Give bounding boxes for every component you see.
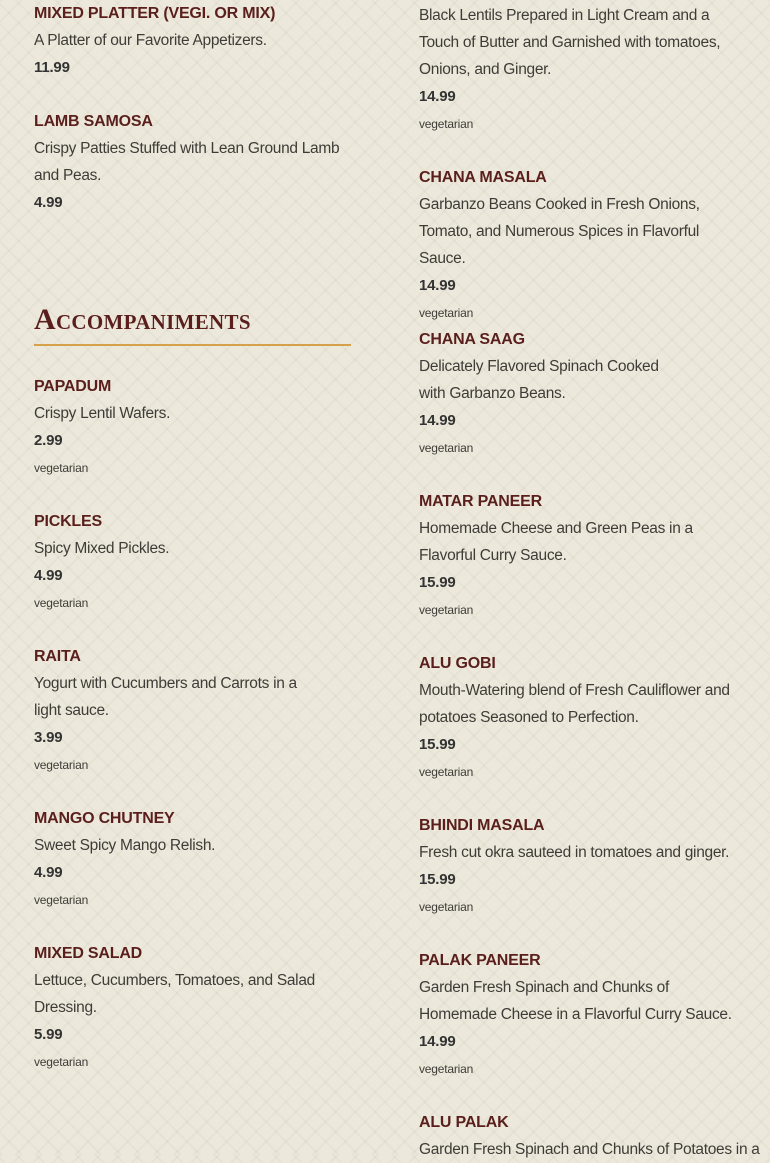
menu-item-price: 14.99 [419,277,456,294]
dietary-tag: vegetarian [419,441,474,455]
menu-item-name: RAITA [34,648,81,665]
menu-item [419,812,737,921]
menu-item [419,2,737,138]
menu-item-description: Black Lentils Prepared in Light Cream and a Touch of Butter and Garnished with tomatoes, Onions, and Ginger. [419,7,721,78]
menu-item-description: Garbanzo Beans Cooked in Fresh Onions, Tomato, and Numerous Spices in Flavorful Sauce. [419,196,700,267]
menu-item [419,1109,760,1163]
menu-item-name: PALAK PANEER [419,952,541,969]
menu-item-name: MANGO CHUTNEY [34,810,175,827]
menu-item-name: LAMB SAMOSA [34,113,153,130]
dietary-tag: vegetarian [34,596,89,610]
menu-item-price: 2.99 [34,432,63,449]
menu-item [419,947,737,1083]
dietary-tag: vegetarian [419,900,474,914]
menu-item-description: Mouth-Watering blend of Fresh Cauliflower and potatoes Seasoned to Perfection. [419,682,730,726]
menu-item-price: 4.99 [34,194,63,211]
dietary-tag: vegetarian [419,1062,474,1076]
menu-item-name: ALU PALAK [419,1114,509,1131]
menu-item [34,508,352,617]
menu-item-price: 5.99 [34,1026,63,1043]
menu-item-description: Homemade Cheese and Green Peas in a Flavorful Curry Sauce. [419,520,693,564]
menu-item-description: Crispy Lentil Wafers. [34,405,171,422]
menu-item-price: 14.99 [419,412,456,429]
menu-item [34,373,352,482]
menu-item-price: 15.99 [419,871,456,888]
dietary-tag: vegetarian [34,893,89,907]
section-title-accompaniments: Accompaniments [34,303,251,336]
dietary-tag: vegetarian [419,765,474,779]
menu-item [34,940,319,1076]
dietary-tag: vegetarian [34,461,89,475]
menu-item-name: PAPADUM [34,378,112,395]
menu-item-name: MIXED PLATTER (VEGI. OR MIX) [34,5,276,22]
menu-item [419,164,737,327]
menu-item-price: 4.99 [34,864,63,881]
menu-item-name: MIXED SALAD [34,945,143,962]
section-divider [34,344,351,346]
menu-item-name: BHINDI MASALA [419,817,545,834]
menu-item-description: Fresh cut okra sauteed in tomatoes and ginger. [419,844,730,861]
menu-item-price: 14.99 [419,1033,456,1050]
menu-item-description: Delicately Flavored Spinach Cooked with Garbanzo Beans. [419,358,659,402]
menu-item-description: A Platter of our Favorite Appetizers. [34,32,267,49]
menu-item-description: Spicy Mixed Pickles. [34,540,170,557]
menu-item-description: Sweet Spicy Mango Relish. [34,837,216,854]
menu-item-price: 4.99 [34,567,63,584]
menu-item-description: Garden Fresh Spinach and Chunks of Homemade Cheese in a Flavorful Curry Sauce. [419,979,732,1023]
menu-item-description: Crispy Patties Stuffed with Lean Ground Lamb and Peas. [34,140,340,184]
menu-item [419,326,689,462]
menu-item-name: ALU GOBI [419,655,496,672]
menu-item-price: 11.99 [34,59,70,76]
menu-item [34,0,352,81]
menu-item [419,488,737,624]
menu-item-price: 15.99 [419,574,456,591]
menu-item-name: MATAR PANEER [419,493,542,510]
dietary-tag: vegetarian [419,117,474,131]
dietary-tag: vegetarian [34,1055,89,1069]
dietary-tag: vegetarian [34,758,89,772]
menu-item-price: 15.99 [419,736,456,753]
menu-item-price: 3.99 [34,729,63,746]
menu-item-description: Yogurt with Cucumbers and Carrots in a light sauce. [34,675,297,719]
menu-item-description: Garden Fresh Spinach and Chunks of Potatoes in a [419,1141,760,1158]
menu-item [34,805,352,914]
dietary-tag: vegetarian [419,603,474,617]
menu-item [34,108,352,216]
menu-item [34,643,324,779]
menu-item [419,650,737,786]
menu-item-price: 14.99 [419,88,456,105]
menu-item-description: Lettuce, Cucumbers, Tomatoes, and Salad Dressing. [34,972,315,1016]
menu-item-name: PICKLES [34,513,102,530]
menu-item-name: CHANA SAAG [419,331,525,348]
menu-item-name: CHANA MASALA [419,169,547,186]
dietary-tag: vegetarian [419,306,474,320]
